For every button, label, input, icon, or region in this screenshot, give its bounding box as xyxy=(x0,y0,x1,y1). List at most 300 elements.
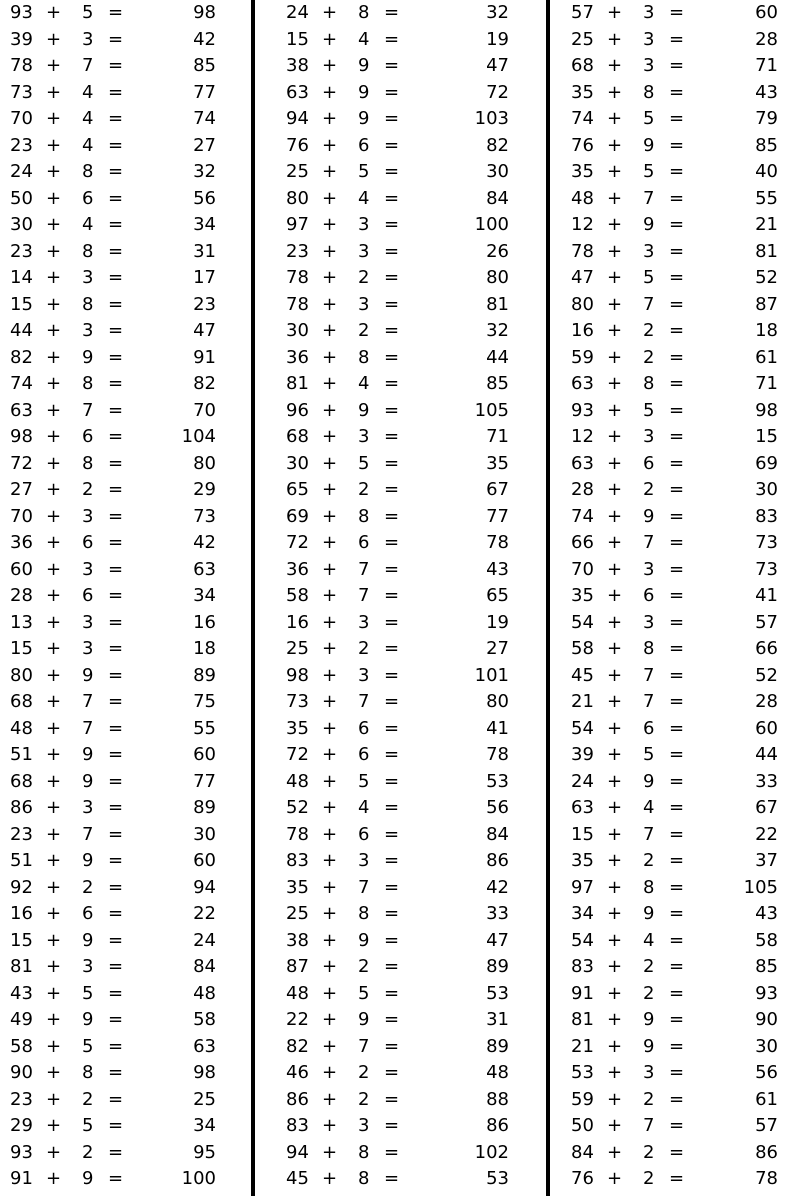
sum-result: 98 xyxy=(193,1062,216,1083)
plus-sign: + xyxy=(46,505,62,527)
addend-second: 3 xyxy=(643,55,655,76)
equation-row xyxy=(286,875,509,902)
addend-first: 70 xyxy=(10,505,33,527)
addend-second: 3 xyxy=(358,293,370,315)
equation-row xyxy=(286,557,509,584)
addend-first: 78 xyxy=(286,823,309,845)
sum-result: 15 xyxy=(755,426,778,447)
equals-sign: = xyxy=(669,505,685,527)
addend-second: 3 xyxy=(643,2,655,23)
plus-sign: + xyxy=(607,240,623,262)
addend-first: 35 xyxy=(571,161,594,182)
plus-sign: + xyxy=(607,1035,623,1057)
equals-sign: = xyxy=(108,214,124,235)
sum-result: 85 xyxy=(193,55,216,76)
plus-sign: + xyxy=(322,982,338,1004)
equals-sign: = xyxy=(108,744,124,765)
addend-first: 15 xyxy=(571,823,594,845)
equation-row xyxy=(10,80,216,107)
sum-result: 28 xyxy=(755,28,778,50)
sum-result: 78 xyxy=(486,532,509,553)
equals-sign: = xyxy=(669,2,685,23)
sum-result: 81 xyxy=(486,293,509,315)
equals-sign: = xyxy=(384,161,400,182)
plus-sign: + xyxy=(322,28,338,50)
addend-first: 69 xyxy=(286,505,309,527)
addend-second: 6 xyxy=(82,585,94,606)
addend-second: 2 xyxy=(643,1141,655,1163)
equals-sign: = xyxy=(384,214,400,235)
equals-sign: = xyxy=(108,850,124,871)
addend-second: 2 xyxy=(643,850,655,871)
plus-sign: + xyxy=(322,187,338,209)
addend-first: 28 xyxy=(10,585,33,606)
addend-second: 3 xyxy=(643,558,655,580)
addend-first: 76 xyxy=(571,134,594,156)
addend-first: 80 xyxy=(10,664,33,686)
sum-result: 31 xyxy=(486,1009,509,1030)
addend-second: 8 xyxy=(82,373,94,394)
addend-second: 5 xyxy=(643,108,655,129)
addend-second: 6 xyxy=(82,187,94,209)
sum-result: 58 xyxy=(755,929,778,951)
equals-sign: = xyxy=(384,611,400,633)
addend-first: 65 xyxy=(286,479,309,500)
addend-first: 72 xyxy=(10,452,33,474)
equation-row xyxy=(286,1113,509,1140)
plus-sign: + xyxy=(46,664,62,686)
addend-second: 7 xyxy=(82,717,94,739)
sum-result: 71 xyxy=(755,373,778,394)
equation-row xyxy=(571,636,778,663)
equals-sign: = xyxy=(108,876,124,898)
equation-row xyxy=(286,636,509,663)
addend-first: 15 xyxy=(286,28,309,50)
addend-first: 57 xyxy=(571,2,594,23)
addend-first: 24 xyxy=(286,2,309,23)
addend-first: 82 xyxy=(10,346,33,368)
addend-first: 54 xyxy=(571,717,594,739)
addend-second: 3 xyxy=(82,956,94,977)
plus-sign: + xyxy=(322,267,338,288)
addend-first: 15 xyxy=(10,293,33,315)
sum-result: 30 xyxy=(486,161,509,182)
plus-sign: + xyxy=(607,134,623,156)
plus-sign: + xyxy=(607,664,623,686)
addend-first: 74 xyxy=(571,505,594,527)
addend-second: 2 xyxy=(82,1141,94,1163)
addend-first: 83 xyxy=(286,1115,309,1136)
addend-second: 8 xyxy=(358,505,370,527)
equals-sign: = xyxy=(108,2,124,23)
sum-result: 85 xyxy=(755,956,778,977)
addend-second: 3 xyxy=(358,426,370,447)
sum-result: 75 xyxy=(193,691,216,712)
addend-first: 81 xyxy=(571,1009,594,1030)
plus-sign: + xyxy=(46,744,62,765)
sum-result: 60 xyxy=(193,850,216,871)
addend-second: 3 xyxy=(82,320,94,341)
plus-sign: + xyxy=(46,452,62,474)
equation-row xyxy=(286,292,509,319)
sum-result: 25 xyxy=(193,1088,216,1110)
sum-result: 17 xyxy=(193,267,216,288)
equation-row xyxy=(10,53,216,80)
sum-result: 84 xyxy=(486,823,509,845)
plus-sign: + xyxy=(322,876,338,898)
addend-first: 68 xyxy=(286,426,309,447)
sum-result: 18 xyxy=(755,320,778,341)
addend-second: 3 xyxy=(82,611,94,633)
equals-sign: = xyxy=(384,903,400,924)
plus-sign: + xyxy=(607,823,623,845)
equals-sign: = xyxy=(108,823,124,845)
sum-result: 100 xyxy=(181,1168,216,1189)
plus-sign: + xyxy=(46,956,62,977)
addend-first: 97 xyxy=(571,876,594,898)
equals-sign: = xyxy=(108,240,124,262)
equals-sign: = xyxy=(669,214,685,235)
addend-second: 3 xyxy=(358,664,370,686)
addend-first: 16 xyxy=(571,320,594,341)
equals-sign: = xyxy=(384,373,400,394)
plus-sign: + xyxy=(46,1141,62,1163)
addend-first: 48 xyxy=(286,770,309,792)
plus-sign: + xyxy=(607,28,623,50)
sum-result: 77 xyxy=(193,81,216,103)
addend-second: 3 xyxy=(358,214,370,235)
addend-first: 47 xyxy=(571,267,594,288)
addend-second: 5 xyxy=(358,770,370,792)
sum-result: 29 xyxy=(193,479,216,500)
plus-sign: + xyxy=(607,108,623,129)
addend-first: 48 xyxy=(10,717,33,739)
addend-second: 5 xyxy=(643,744,655,765)
addend-first: 25 xyxy=(286,903,309,924)
plus-sign: + xyxy=(46,320,62,341)
sum-result: 60 xyxy=(193,744,216,765)
equals-sign: = xyxy=(669,161,685,182)
equation-row xyxy=(286,1034,509,1061)
addend-first: 48 xyxy=(571,187,594,209)
addend-second: 2 xyxy=(643,1168,655,1189)
equals-sign: = xyxy=(384,479,400,500)
sum-result: 22 xyxy=(193,903,216,924)
equation-row xyxy=(571,133,778,160)
plus-sign: + xyxy=(322,346,338,368)
plus-sign: + xyxy=(607,744,623,765)
sum-result: 32 xyxy=(193,161,216,182)
equation-row xyxy=(286,265,509,292)
addend-second: 3 xyxy=(643,1062,655,1083)
addend-first: 63 xyxy=(571,373,594,394)
equation-row xyxy=(10,636,216,663)
plus-sign: + xyxy=(322,2,338,23)
plus-sign: + xyxy=(607,1141,623,1163)
equals-sign: = xyxy=(108,187,124,209)
equation-row xyxy=(10,1007,216,1034)
sum-result: 86 xyxy=(486,1115,509,1136)
addend-first: 14 xyxy=(10,267,33,288)
plus-sign: + xyxy=(607,399,623,421)
sum-result: 73 xyxy=(755,558,778,580)
plus-sign: + xyxy=(607,2,623,23)
addend-first: 86 xyxy=(286,1088,309,1110)
sum-result: 19 xyxy=(486,28,509,50)
equation-row xyxy=(571,822,778,849)
addend-second: 2 xyxy=(82,1088,94,1110)
plus-sign: + xyxy=(607,1062,623,1083)
addend-second: 3 xyxy=(358,611,370,633)
sum-result: 89 xyxy=(193,664,216,686)
equation-row xyxy=(571,795,778,822)
addend-first: 15 xyxy=(10,929,33,951)
addend-second: 8 xyxy=(358,2,370,23)
sum-result: 41 xyxy=(755,585,778,606)
plus-sign: + xyxy=(46,691,62,712)
equals-sign: = xyxy=(669,267,685,288)
sum-result: 30 xyxy=(193,823,216,845)
addend-second: 3 xyxy=(643,28,655,50)
plus-sign: + xyxy=(46,240,62,262)
plus-sign: + xyxy=(322,1009,338,1030)
equals-sign: = xyxy=(384,797,400,818)
equals-sign: = xyxy=(669,876,685,898)
equals-sign: = xyxy=(108,134,124,156)
plus-sign: + xyxy=(607,558,623,580)
addend-second: 4 xyxy=(643,929,655,951)
addend-second: 2 xyxy=(358,267,370,288)
plus-sign: + xyxy=(322,850,338,871)
addend-second: 8 xyxy=(358,346,370,368)
addend-second: 3 xyxy=(82,28,94,50)
sum-result: 57 xyxy=(755,1115,778,1136)
addend-second: 7 xyxy=(643,1115,655,1136)
problem-column-1 xyxy=(10,0,216,1193)
equation-row xyxy=(10,239,216,266)
equation-row xyxy=(286,477,509,504)
addend-second: 9 xyxy=(358,929,370,951)
sum-result: 89 xyxy=(486,1035,509,1057)
addend-first: 58 xyxy=(286,585,309,606)
equals-sign: = xyxy=(669,611,685,633)
sum-result: 27 xyxy=(193,134,216,156)
sum-result: 98 xyxy=(193,2,216,23)
sum-result: 42 xyxy=(193,28,216,50)
addend-second: 8 xyxy=(82,161,94,182)
plus-sign: + xyxy=(607,1088,623,1110)
addend-first: 13 xyxy=(10,611,33,633)
sum-result: 71 xyxy=(486,426,509,447)
sum-result: 105 xyxy=(474,399,509,421)
plus-sign: + xyxy=(46,1062,62,1083)
addend-second: 9 xyxy=(82,770,94,792)
equals-sign: = xyxy=(384,505,400,527)
addend-first: 35 xyxy=(286,876,309,898)
addend-first: 12 xyxy=(571,426,594,447)
sum-result: 81 xyxy=(755,240,778,262)
addend-first: 96 xyxy=(286,399,309,421)
equals-sign: = xyxy=(384,1009,400,1030)
plus-sign: + xyxy=(322,373,338,394)
addend-second: 7 xyxy=(358,585,370,606)
addend-first: 92 xyxy=(10,876,33,898)
equation-row xyxy=(571,106,778,133)
equation-row xyxy=(286,716,509,743)
addend-second: 2 xyxy=(358,638,370,659)
plus-sign: + xyxy=(322,1168,338,1189)
addend-second: 9 xyxy=(643,214,655,235)
addend-first: 45 xyxy=(571,664,594,686)
equals-sign: = xyxy=(384,426,400,447)
equals-sign: = xyxy=(108,267,124,288)
equation-row xyxy=(571,1007,778,1034)
equals-sign: = xyxy=(384,691,400,712)
equation-row xyxy=(571,159,778,186)
equals-sign: = xyxy=(669,982,685,1004)
equals-sign: = xyxy=(669,585,685,606)
sum-result: 48 xyxy=(486,1062,509,1083)
plus-sign: + xyxy=(46,346,62,368)
addend-first: 34 xyxy=(571,903,594,924)
equals-sign: = xyxy=(108,664,124,686)
equation-row xyxy=(10,212,216,239)
equals-sign: = xyxy=(669,929,685,951)
equation-row xyxy=(571,27,778,54)
plus-sign: + xyxy=(607,611,623,633)
addend-first: 39 xyxy=(571,744,594,765)
plus-sign: + xyxy=(607,267,623,288)
addend-first: 80 xyxy=(286,187,309,209)
plus-sign: + xyxy=(607,373,623,394)
addend-second: 5 xyxy=(358,161,370,182)
equals-sign: = xyxy=(384,823,400,845)
equation-row xyxy=(10,822,216,849)
addend-first: 87 xyxy=(286,956,309,977)
equation-row xyxy=(10,371,216,398)
addend-second: 9 xyxy=(358,399,370,421)
equals-sign: = xyxy=(108,797,124,818)
sum-result: 44 xyxy=(486,346,509,368)
sum-result: 52 xyxy=(755,267,778,288)
plus-sign: + xyxy=(322,903,338,924)
equation-row xyxy=(571,1140,778,1167)
addend-first: 72 xyxy=(286,532,309,553)
addend-second: 2 xyxy=(643,320,655,341)
addend-second: 5 xyxy=(358,452,370,474)
equation-row xyxy=(286,186,509,213)
addend-first: 73 xyxy=(286,691,309,712)
sum-result: 83 xyxy=(755,505,778,527)
plus-sign: + xyxy=(607,214,623,235)
addend-second: 8 xyxy=(643,876,655,898)
equation-row xyxy=(286,345,509,372)
equals-sign: = xyxy=(669,1115,685,1136)
equals-sign: = xyxy=(669,81,685,103)
addend-first: 98 xyxy=(10,426,33,447)
addend-second: 4 xyxy=(82,134,94,156)
equation-row xyxy=(286,1060,509,1087)
addend-second: 9 xyxy=(358,1009,370,1030)
equation-row xyxy=(10,1034,216,1061)
plus-sign: + xyxy=(607,903,623,924)
equals-sign: = xyxy=(384,956,400,977)
plus-sign: + xyxy=(46,399,62,421)
plus-sign: + xyxy=(322,1035,338,1057)
plus-sign: + xyxy=(607,929,623,951)
addend-first: 59 xyxy=(571,1088,594,1110)
addend-first: 27 xyxy=(10,479,33,500)
addend-first: 59 xyxy=(571,346,594,368)
equation-row xyxy=(10,265,216,292)
equation-row xyxy=(286,239,509,266)
equation-row xyxy=(571,477,778,504)
addend-first: 39 xyxy=(10,28,33,50)
equation-row xyxy=(571,186,778,213)
sum-result: 47 xyxy=(486,929,509,951)
sum-result: 102 xyxy=(474,1141,509,1163)
equals-sign: = xyxy=(384,558,400,580)
addend-first: 58 xyxy=(571,638,594,659)
equals-sign: = xyxy=(669,823,685,845)
plus-sign: + xyxy=(46,2,62,23)
equation-row xyxy=(571,1087,778,1114)
addend-second: 2 xyxy=(358,1088,370,1110)
addend-second: 7 xyxy=(358,691,370,712)
equation-row xyxy=(286,398,509,425)
sum-result: 43 xyxy=(486,558,509,580)
plus-sign: + xyxy=(322,744,338,765)
sum-result: 33 xyxy=(486,903,509,924)
equals-sign: = xyxy=(384,744,400,765)
sum-result: 55 xyxy=(755,187,778,209)
sum-result: 56 xyxy=(193,187,216,209)
equation-row xyxy=(10,610,216,637)
equation-row xyxy=(571,292,778,319)
addend-second: 9 xyxy=(643,770,655,792)
plus-sign: + xyxy=(46,611,62,633)
equals-sign: = xyxy=(669,28,685,50)
equation-row xyxy=(571,451,778,478)
equals-sign: = xyxy=(108,479,124,500)
addend-first: 97 xyxy=(286,214,309,235)
sum-result: 89 xyxy=(193,797,216,818)
equation-row xyxy=(286,0,509,27)
equals-sign: = xyxy=(669,134,685,156)
equation-row xyxy=(286,53,509,80)
addend-first: 76 xyxy=(286,134,309,156)
plus-sign: + xyxy=(607,293,623,315)
plus-sign: + xyxy=(322,664,338,686)
plus-sign: + xyxy=(46,373,62,394)
addend-first: 60 xyxy=(10,558,33,580)
sum-result: 74 xyxy=(193,108,216,129)
equation-row xyxy=(571,424,778,451)
addend-second: 9 xyxy=(82,744,94,765)
plus-sign: + xyxy=(46,585,62,606)
equation-row xyxy=(10,292,216,319)
addend-second: 7 xyxy=(643,532,655,553)
addend-first: 23 xyxy=(286,240,309,262)
plus-sign: + xyxy=(322,505,338,527)
equals-sign: = xyxy=(108,585,124,606)
plus-sign: + xyxy=(46,187,62,209)
equals-sign: = xyxy=(384,717,400,739)
addend-second: 4 xyxy=(82,81,94,103)
equals-sign: = xyxy=(384,1168,400,1189)
addend-first: 30 xyxy=(286,320,309,341)
plus-sign: + xyxy=(607,956,623,977)
